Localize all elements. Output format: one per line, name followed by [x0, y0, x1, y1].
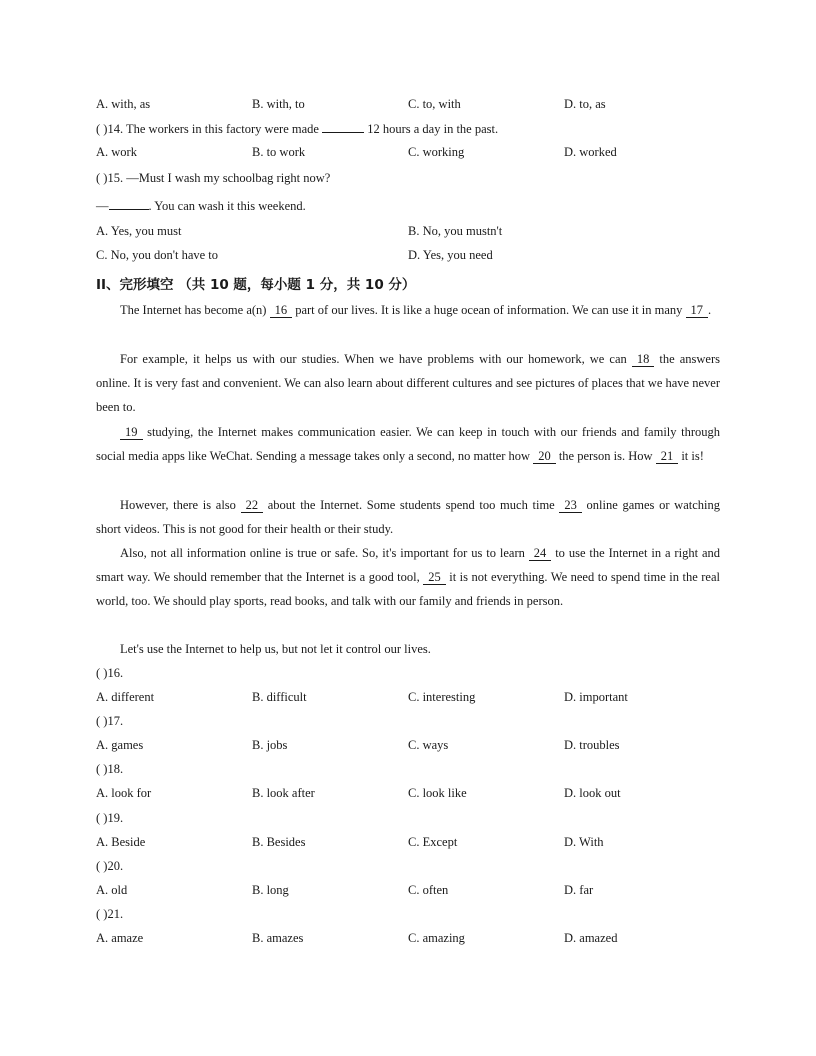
passage-text: However, there is also — [120, 498, 241, 512]
q16-options — [96, 689, 736, 705]
q15-response — [96, 197, 306, 214]
q19-number: ( )19. — [96, 811, 124, 825]
q18-option-d[interactable]: D. look out — [564, 786, 621, 800]
passage-text: part of our lives. It is like a huge ocean of information. We can use it in many — [292, 303, 686, 317]
passage-text: it is! — [678, 449, 704, 464]
q17-option-c[interactable]: C. ways — [408, 738, 449, 752]
q14-stem — [96, 120, 498, 137]
q18-number: ( )18. — [96, 762, 124, 776]
q17-option-a[interactable]: A. games — [96, 738, 144, 752]
q17-option-d[interactable]: D. troubles — [564, 738, 620, 752]
q19-option-b[interactable]: B. Besides — [252, 835, 306, 849]
q15-dash: — — [96, 199, 109, 213]
q18-option-b[interactable]: B. look after — [252, 786, 315, 800]
q16-option-a[interactable]: A. different — [96, 690, 155, 704]
blank-25[interactable]: 25 — [423, 570, 446, 585]
q18-option-a[interactable]: A. look for — [96, 786, 152, 800]
passage-text: about the Internet. Some students spend too much time — [263, 498, 560, 512]
q14-text-before: The workers in this factory were made — [123, 122, 323, 136]
q21-option-b[interactable]: B. amazes — [252, 931, 304, 945]
q16-number: ( )16. — [96, 666, 124, 680]
q13-option-a: A. with, as — [96, 97, 151, 111]
passage-text: to use the Internet in a right and smart way. We should remember that the Internet is a good tool, — [96, 546, 720, 585]
q13-option-b: B. with, to — [252, 97, 305, 111]
q15-option-c: C. No, you don't have to — [96, 248, 219, 262]
q15-answer-blank[interactable] — [109, 197, 149, 210]
q20-number: ( )20. — [96, 859, 124, 873]
passage-paragraph-4 — [96, 493, 720, 541]
q19-options — [96, 834, 736, 850]
q16-option-d[interactable]: D. important — [564, 690, 628, 704]
q17-number: ( )17. — [96, 714, 124, 728]
q15-option-b: B. No, you mustn't — [408, 224, 503, 238]
q14-option-a: A. work — [96, 145, 137, 159]
q13-option-c: C. to, with — [408, 97, 461, 111]
q15-options-row2 — [96, 247, 736, 263]
q14-option-b: B. to work — [252, 145, 306, 159]
q21-option-d[interactable]: D. amazed — [564, 931, 618, 945]
passage-paragraph-5 — [96, 541, 720, 614]
passage-text: the answers online. It is very fast and convenient. We can also learn about different cultures and see pictures of places that we have never been to. — [96, 352, 720, 415]
q14-option-d: D. worked — [564, 145, 617, 159]
q14-options — [96, 144, 736, 160]
blank-17[interactable]: 17 — [686, 303, 709, 318]
passage-text: The Internet has become a(n) — [120, 303, 270, 317]
q14-answer-blank[interactable] — [322, 120, 364, 133]
q20-option-d[interactable]: D. far — [564, 883, 594, 897]
section-heading-cloze: II、完形填空 （共 10 题，每小题 1 分，共 10 分） — [96, 277, 416, 293]
q21-options — [96, 930, 736, 946]
q21-option-c[interactable]: C. amazing — [408, 931, 465, 945]
passage-paragraph-6 — [96, 637, 720, 661]
blank-22[interactable]: 22 — [241, 498, 264, 513]
passage-text: . — [708, 303, 712, 317]
q19-option-d[interactable]: D. With — [564, 835, 604, 849]
q15-question: —Must I wash my schoolbag right now? — [123, 171, 331, 185]
q13-option-d: D. to, as — [564, 97, 606, 111]
q20-option-a[interactable]: A. old — [96, 883, 128, 897]
blank-18[interactable]: 18 — [632, 352, 655, 367]
blank-23[interactable]: 23 — [559, 498, 582, 513]
blank-21[interactable]: 21 — [656, 449, 679, 464]
q20-options — [96, 882, 736, 898]
q21-option-a[interactable]: A. amaze — [96, 931, 144, 945]
blank-20[interactable]: 20 — [533, 449, 556, 464]
blank-19[interactable]: 19 — [120, 425, 143, 440]
q15-number: ( )15. — [96, 171, 124, 185]
passage-text: online games or watching short videos. This is not good for their health or their study. — [96, 498, 720, 537]
q14-option-c: C. working — [408, 145, 465, 159]
q19-option-c[interactable]: C. Except — [408, 835, 458, 849]
q20-option-b[interactable]: B. long — [252, 883, 289, 897]
q16-option-b[interactable]: B. difficult — [252, 690, 307, 704]
passage-text: it is not everything. We need to spend time in the real world, too. We should play sports, read books, and talk with our family and friends in person. — [96, 570, 720, 609]
q16-option-c[interactable]: C. interesting — [408, 690, 476, 704]
passage-text: Also, not all information online is true or safe. So, it's important for us to learn — [120, 546, 529, 560]
q20-option-c[interactable]: C. often — [408, 883, 449, 897]
blank-24[interactable]: 24 — [529, 546, 552, 561]
q18-options — [96, 785, 736, 801]
q13-options — [96, 96, 736, 112]
q15-options-row1 — [96, 223, 736, 239]
q18-option-c[interactable]: C. look like — [408, 786, 467, 800]
q15-stem — [96, 170, 330, 186]
passage-text: Let's use the Internet to help us, but not let it control our lives. — [120, 642, 431, 656]
q14-text-after: 12 hours a day in the past. — [364, 122, 499, 136]
passage-text: studying, the Internet makes communication easier. We can keep in touch with our friends and family through social media apps like WeChat. Sending a message takes only a second, no matter how — [96, 425, 720, 464]
q17-options — [96, 737, 736, 753]
q21-number: ( )21. — [96, 907, 124, 921]
passage-text: the person is. How — [555, 449, 656, 464]
passage-paragraph-2 — [96, 347, 720, 420]
passage-paragraph-3 — [96, 420, 720, 468]
q19-option-a[interactable]: A. Beside — [96, 835, 146, 849]
q15-option-a: A. Yes, you must — [96, 224, 182, 238]
blank-16[interactable]: 16 — [270, 303, 293, 318]
passage-text: For example, it helps us with our studies. When we have problems with our homework, we can — [120, 352, 632, 366]
q15-response-text: . You can wash it this weekend. — [148, 199, 306, 213]
passage-paragraph-1 — [96, 298, 720, 322]
q15-option-d: D. Yes, you need — [408, 248, 493, 262]
q14-number: ( )14. — [96, 122, 124, 136]
q17-option-b[interactable]: B. jobs — [252, 738, 288, 752]
